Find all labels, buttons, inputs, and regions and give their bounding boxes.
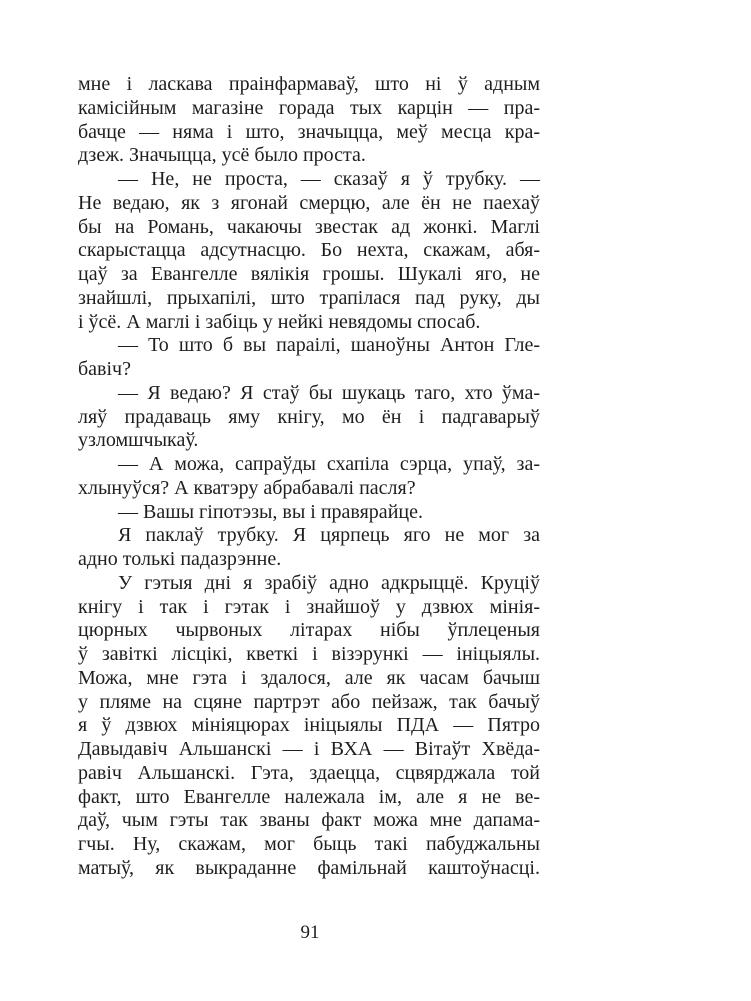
text-line: узломшчыкаў. (78, 429, 199, 452)
text-line: Не ведаю, як з ягонай смерцю, але ён не паехаў (78, 191, 540, 214)
text-line: равіч Альшанскі. Гэта, здаецца, сцвярджала той (78, 761, 540, 784)
text-line: Можа, мне гэта і здалося, але як часам бачыш (78, 666, 540, 689)
text-line: я ў дзвюх мініяцюрах ініцыялы ПДА — Пятро (78, 714, 540, 737)
text-line: скарыстацца адсутнасцю. Бо нехта, скажам, абя- (78, 239, 540, 262)
text-line: — Не, не проста, — сказаў я ў трубку. — (118, 168, 540, 190)
text-line: у пляме на сцяне партрэт або пейзаж, так бачыў (78, 690, 540, 713)
text-line: даў, чым гэты так званы факт можа мне дапама- (78, 809, 540, 832)
text-line: цюрных чырвоных літарах нібы ўплеценыя (78, 619, 540, 642)
text-line: адно толькі падазрэнне. (78, 548, 282, 570)
text-line: мне і ласкава праінфармаваў, што ні ў адным (78, 73, 540, 95)
text-line: хлынуўся? А кватэру абрабавалі пасля? (78, 476, 416, 499)
text-line: Давыдавіч Альшанскі — і ВХА — Вітаўт Хвёда- (78, 738, 540, 760)
text-line: — Я ведаю? Я стаў бы шукаць таго, хто ўма- (118, 381, 540, 404)
page-body-text (78, 73, 540, 881)
text-line: бачце — няма і што, значыцца, меў месца кра- (78, 120, 540, 143)
page-number: 91 (300, 922, 320, 943)
text-line: Я паклаў трубку. Я цярпець яго не мог за (118, 524, 540, 547)
text-line: — Вашы гіпотэзы, вы і правярайце. (118, 500, 423, 523)
text-line: гчы. Ну, скажам, мог быць такі пабуджальны (78, 833, 540, 855)
text-line: — А можа, сапраўды схапіла сэрца, упаў, за- (118, 453, 540, 475)
text-line: матыў, як выкраданне фамільнай каштоўнасці. (78, 856, 540, 879)
text-line: ляў прадаваць яму кнігу, мо ён і падгаварыў (78, 405, 540, 428)
text-line: дзеж. Значыцца, усё было проста. (78, 144, 366, 167)
text-line: цаў за Евангелле вялікія грошы. Шукалі яго, не (78, 263, 540, 285)
text-line: факт, што Евангелле належала ім, але я не ве- (78, 785, 540, 808)
text-line: бы на Романь, чакаючы звестак ад жонкі. Маглі (78, 215, 540, 238)
text-line: кнігу і так і гэтак і знайшоў у дзвюх мінія- (78, 595, 540, 618)
text-line: ў завіткі лісцікі, кветкі і візэрункі — ініцыялы. (78, 643, 540, 665)
text-line: — То што б вы параілі, шаноўны Антон Гле- (118, 334, 540, 357)
text-line: і ўсё. А маглі і забіць у нейкі невядомы спосаб. (78, 310, 481, 333)
text-line: У гэтыя дні я зрабіў адно адкрыццё. Круціў (118, 571, 540, 594)
text-line: знайшлі, прыхапілі, што трапілася пад руку, ды (78, 286, 540, 309)
text-line: камісійным магазіне горада тых карцін — пра- (78, 96, 540, 119)
text-line: бавіч? (78, 358, 131, 380)
